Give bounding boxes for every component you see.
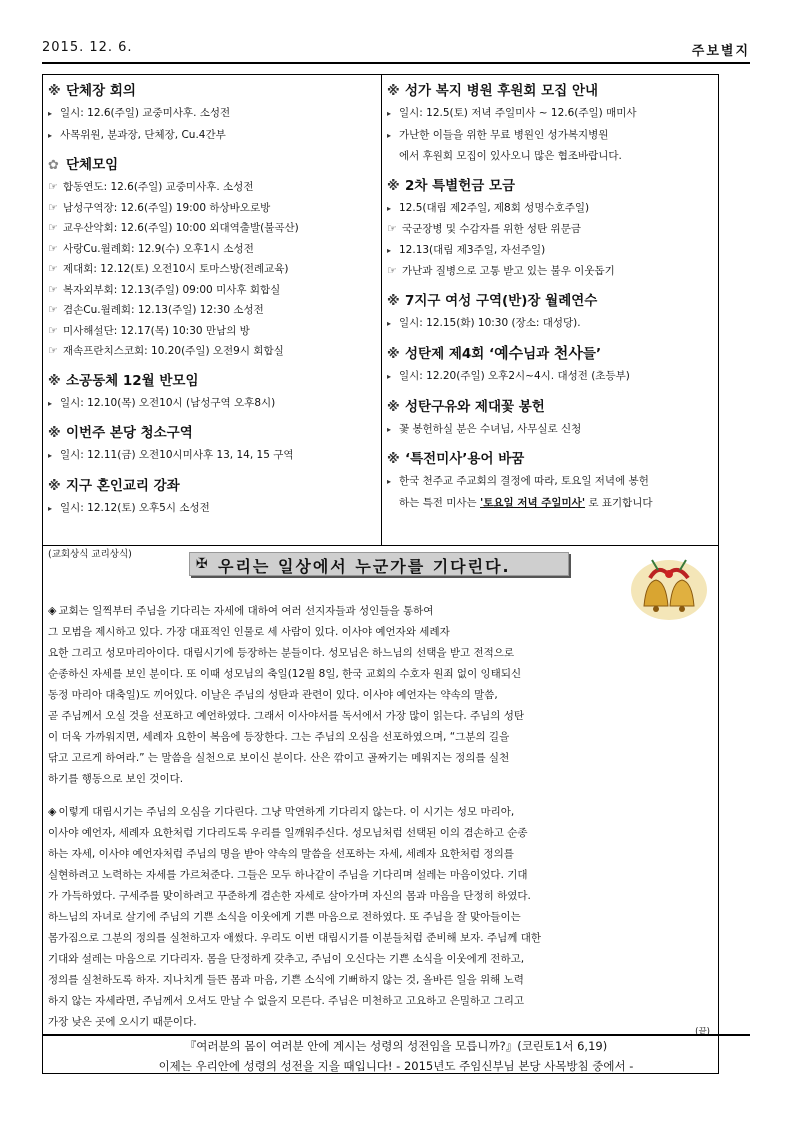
asterism-icon: ※: [387, 293, 400, 309]
notice-marriage-course: [48, 475, 378, 520]
notice-line: 합동연도: 12.6(주일) 교중미사후. 소성전: [63, 181, 254, 193]
article-title: 우리는 일상에서 누군가를 기다린다.: [218, 557, 511, 576]
notice-line: 일시: 12.6(주일) 교중미사후. 소성전: [60, 107, 231, 119]
notice-line: 일시: 12.11(금) 오전10시미사후 13, 14, 15 구역: [60, 449, 294, 461]
bullet-icon: ▸: [48, 130, 53, 140]
article-line: 동정 마리아 대축일)도 끼어있다. 이날은 주님의 성탄과 관련이 있다. 이사야 예언자는 약속의 말씀,: [48, 689, 498, 701]
section-title: 성탄제 제4회 ‘: [405, 346, 495, 362]
notice-womens-training: [387, 290, 715, 335]
article-paragraph-2: [48, 801, 712, 1033]
pointing-hand-icon: ☞: [48, 241, 58, 255]
notice-line: 12.13(대림 제3주일, 자선주일): [399, 243, 546, 256]
article-line: 가 가득하였다. 구세주를 맞이하려고 꾸준하게 겸손한 자세로 살아가며 자신의 몸과 마음을 단정히 하였다.: [48, 890, 531, 902]
notice-line: 로 표기합니다: [585, 496, 653, 509]
pointing-hand-icon: ☞: [48, 344, 58, 357]
pointing-hand-icon: ☞: [48, 200, 58, 214]
section-title: 성가 복지 병원 후원회 모집 안내: [405, 83, 599, 99]
notice-line: 일시: 12.12(토) 오후5시 소성전: [60, 501, 210, 514]
article-category: (교회상식 교리상식): [48, 549, 132, 560]
bullet-icon: ▸: [387, 130, 392, 140]
notice-line: 제대회: 12.12(토) 오전10시 토마스방(전례교육): [63, 263, 289, 275]
section-title: 단체장 회의: [66, 83, 136, 99]
section-title: 소공동체 12월 반모임: [66, 372, 199, 389]
section-title: 7지구 여성 구역(반)장 월례연수: [405, 292, 598, 309]
section-title: 지구 혼인교리 강좌: [66, 477, 180, 494]
notice-christmas-festival: [387, 342, 715, 388]
bullet-icon: ▸: [387, 318, 392, 328]
diamond-bullet-icon: ◈: [48, 805, 57, 818]
footer: [42, 1036, 750, 1076]
pointing-hand-icon: ☞: [48, 323, 58, 337]
asterism-icon: ※: [387, 347, 400, 362]
end-mark: (끝): [695, 1027, 710, 1037]
notice-special-collection: [387, 175, 715, 282]
notice-cleaning: [48, 422, 378, 467]
pointing-hand-icon: ☞: [48, 180, 58, 193]
footer-scripture: 『여러분의 몸이 여러분 안에 계시는 성령의 성전임을 모릅니까?』(코린토1서 6,19): [184, 1039, 608, 1053]
notice-line: 하는 특전 미사는: [399, 496, 481, 509]
article-line: 정의를 실천하도록 하자. 지나치게 들뜬 몸과 마음, 기쁜 소식에 기뻐하지 않는 것, 올바른 일을 위해 노력: [48, 974, 524, 986]
pointing-hand-icon: ☞: [48, 262, 58, 275]
left-column: [48, 80, 378, 527]
notice-line: 남성구역장: 12.6(주일) 19:00 하상바오로방: [63, 201, 271, 214]
flower-icon: ✿: [48, 158, 59, 173]
notice-line: 가난과 질병으로 고통 받고 있는 불우 이웃돕기: [402, 265, 615, 277]
notice-line: 가난한 이들을 위한 무료 병원인 성가복지병원: [399, 128, 609, 141]
notice-small-community: [48, 370, 378, 415]
underlined-term: '토요일 저녁 주일미사': [480, 496, 586, 509]
asterism-icon: ※: [387, 178, 400, 194]
notice-line: 사랑Cu.월례회: 12.9(수) 오후1시 소성전: [63, 242, 254, 255]
section-title-part: 들’: [582, 346, 602, 362]
notice-line: 사목위원, 분과장, 단체장, Cu.4간부: [60, 128, 226, 141]
article-line: 실현하려고 노력하는 자세를 가르쳐준다. 그들은 모두 하나같이 주님을 기다리며 설레는 마음이었다. 기대: [48, 869, 528, 881]
article-line: 하지 않는 자세라면, 주님께서 오셔도 만날 수 없을지 모른다. 주님은 미천하고 고요하고 은밀하고 그리고: [48, 995, 525, 1007]
article-line: 몸가짐으로 그분의 정의를 실천하고자 애썼다. 우리도 이번 대림시기를 이분들처럼 준비해 보자. 주님께 대한: [48, 932, 542, 944]
cross-icon: ✠: [196, 556, 208, 572]
article-line: 닦고 고르게 하여라.” 는 말씀을 실천으로 보이신 분이다. 산은 깎이고 골짜기는 메워지는 정의를 실천: [48, 752, 510, 764]
notice-line: 복자외부회: 12.13(주일) 09:00 미사후 회합실: [63, 283, 281, 296]
bullet-icon: ▸: [48, 451, 53, 460]
article-line: 하느님의 자녀로 살기에 주님의 기쁜 소식을 이웃에게 기쁜 마음으로 전하였다. 또 주님을 잘 맞아들이는: [48, 911, 521, 923]
diamond-bullet-icon: ◈: [48, 604, 57, 617]
section-title: 성탄구유와 제대꽃 봉헌: [405, 398, 545, 415]
notice-line: 교우산악회: 12.6(주일) 10:00 외대역출발(불곡산): [63, 222, 299, 234]
article-line: 이사야 예언자, 세례자 요한처럼 기다리도록 우리를 일깨워주신다. 성모님처럼 선택된 이의 겸손하고 순종: [48, 827, 528, 839]
notice-line: 12.5(대림 제2주일, 제8회 성명수호주일): [399, 201, 590, 214]
asterism-icon: ※: [387, 452, 400, 467]
pointing-hand-icon: ☞: [48, 303, 58, 316]
bullet-icon: ▸: [387, 245, 392, 255]
asterism-icon: ※: [48, 373, 61, 389]
article-line: 곧 주님께서 오실 것을 선포하고 예언하였다. 그래서 이사야서를 독서에서 가장 많이 읽는다. 주님의 성탄: [48, 710, 525, 722]
notice-crib-flowers: [387, 396, 715, 441]
section-title-emphasis: 예수: [494, 344, 524, 362]
article-paragraph-1: [48, 600, 712, 790]
section-title: ‘특전미사’용어 바꿈: [405, 451, 525, 467]
asterism-icon: ※: [48, 84, 61, 99]
notice-line: 일시: 12.15(화) 10:30 (장소: 대성당).: [399, 316, 581, 329]
pointing-hand-icon: ☞: [387, 264, 397, 277]
article-title-banner: [189, 552, 569, 576]
asterism-icon: ※: [48, 478, 61, 494]
right-column: [387, 80, 715, 521]
header-divider: [42, 62, 750, 64]
notice-line: 일시: 12.5(토) 저녁 주일미사 ~ 12.6(주일) 매미사: [399, 107, 637, 119]
notice-line: 겸손Cu.월례회: 12.13(주일) 12:30 소성전: [63, 304, 264, 316]
bullet-icon: ▸: [48, 109, 53, 118]
page-header: [42, 40, 750, 62]
article-line: 교회는 일찍부터 주님을 기다리는 자세에 대하여 여러 선지자들과 성인들을 통하여: [58, 605, 434, 617]
pointing-hand-icon: ☞: [387, 222, 397, 235]
bullet-icon: ▸: [387, 477, 392, 486]
article-line: 기대와 설레는 마음으로 기다리자. 몸을 단정하게 갖추고, 주님이 오신다는 기쁜 소식을 이웃에게 전하고,: [48, 953, 525, 965]
section-title: 이번주 본당 청소구역: [66, 425, 193, 441]
issue-date: 2015. 12. 6.: [42, 40, 133, 55]
asterism-icon: ※: [48, 426, 61, 441]
asterism-icon: ※: [387, 84, 400, 99]
article-line: 하는 자세, 이사야 예언자처럼 주님의 명을 받아 약속의 말씀을 선포하는 자세, 세례자 요한처럼 정의를: [48, 848, 514, 860]
notice-leaders-meeting: [48, 80, 378, 146]
article-line: 가장 낮은 곳에 오시기 때문이다.: [48, 1016, 197, 1028]
notice-line: 꽃 봉헌하실 분은 수녀님, 사무실로 신청: [399, 422, 582, 435]
footer-motto: 이제는 우리안에 성령의 성전을 지을 때입니다! - 2015년도 주임신부님 본당 사목방침 중에서 -: [158, 1059, 634, 1073]
notice-line: 에서 후원회 모집이 있사오니 많은 협조바랍니다.: [399, 150, 622, 162]
section-title-emphasis: 천사: [553, 344, 583, 362]
section-title: 단체모임: [66, 157, 119, 173]
bullet-icon: ▸: [387, 109, 392, 118]
notice-line: 국군장병 및 수감자를 위한 성탄 위문금: [402, 223, 581, 235]
notice-line: 일시: 12.20(주일) 오후2시~4시. 대성전 (초등부): [399, 370, 630, 382]
article-line: 요한 그리고 성모마리아이다. 대림시기에 등장하는 분들이다. 성모님은 하느님의 선택을 받고 전적으로: [48, 647, 515, 659]
bullet-icon: ▸: [48, 398, 53, 408]
bullet-icon: ▸: [48, 503, 53, 513]
pointing-hand-icon: ☞: [48, 282, 58, 296]
notice-line: 미사해설단: 12.17(목) 10:30 만남의 방: [63, 324, 250, 337]
asterism-icon: ※: [387, 399, 400, 415]
bulletin-title: 주보별지: [691, 44, 750, 59]
section-title: 2차 특별헌금 모금: [405, 177, 516, 194]
article-line: 그 모범을 제시하고 있다. 가장 대표적인 인물로 세 사람이 있다. 이사야 예언자와 세례자: [48, 626, 450, 638]
section-divider: [42, 545, 719, 546]
bullet-icon: ▸: [387, 203, 392, 213]
article-line: 이렇게 대림시기는 주님의 오심을 기다린다. 그냥 막연하게 기다리지 않는다. 이 시기는 성모 마리아,: [58, 806, 515, 818]
pointing-hand-icon: ☞: [48, 221, 58, 234]
notice-group-meetings: [48, 154, 378, 362]
notice-term-change: [387, 448, 715, 513]
notice-line: 한국 천주교 주교회의 결정에 따라, 토요일 저녁에 봉헌: [399, 475, 649, 487]
article-line: 순종하신 자세를 보인 분이다. 또 이때 성모님의 축일(12월 8일, 한국 교회의 수호자 원죄 없이 잉태되신: [48, 668, 522, 680]
column-divider: [381, 74, 382, 545]
notice-hospital-support: [387, 80, 715, 167]
bullet-icon: ▸: [387, 424, 392, 434]
bullet-icon: ▸: [387, 372, 392, 381]
article-line: 하기를 행동으로 보인 것이다.: [48, 773, 184, 785]
notice-line: 일시: 12.10(목) 오전10시 (남성구역 오후8시): [60, 396, 276, 409]
article-line: 이 더욱 가까워지면, 세례자 요한이 복음에 등장한다. 그는 주님의 오심을 선포하였으며, “그분의 길을: [48, 731, 510, 743]
notice-line: 재속프란치스코회: 10.20(주일) 오전9시 회합실: [63, 345, 284, 357]
section-title-part: 님과: [523, 346, 554, 362]
